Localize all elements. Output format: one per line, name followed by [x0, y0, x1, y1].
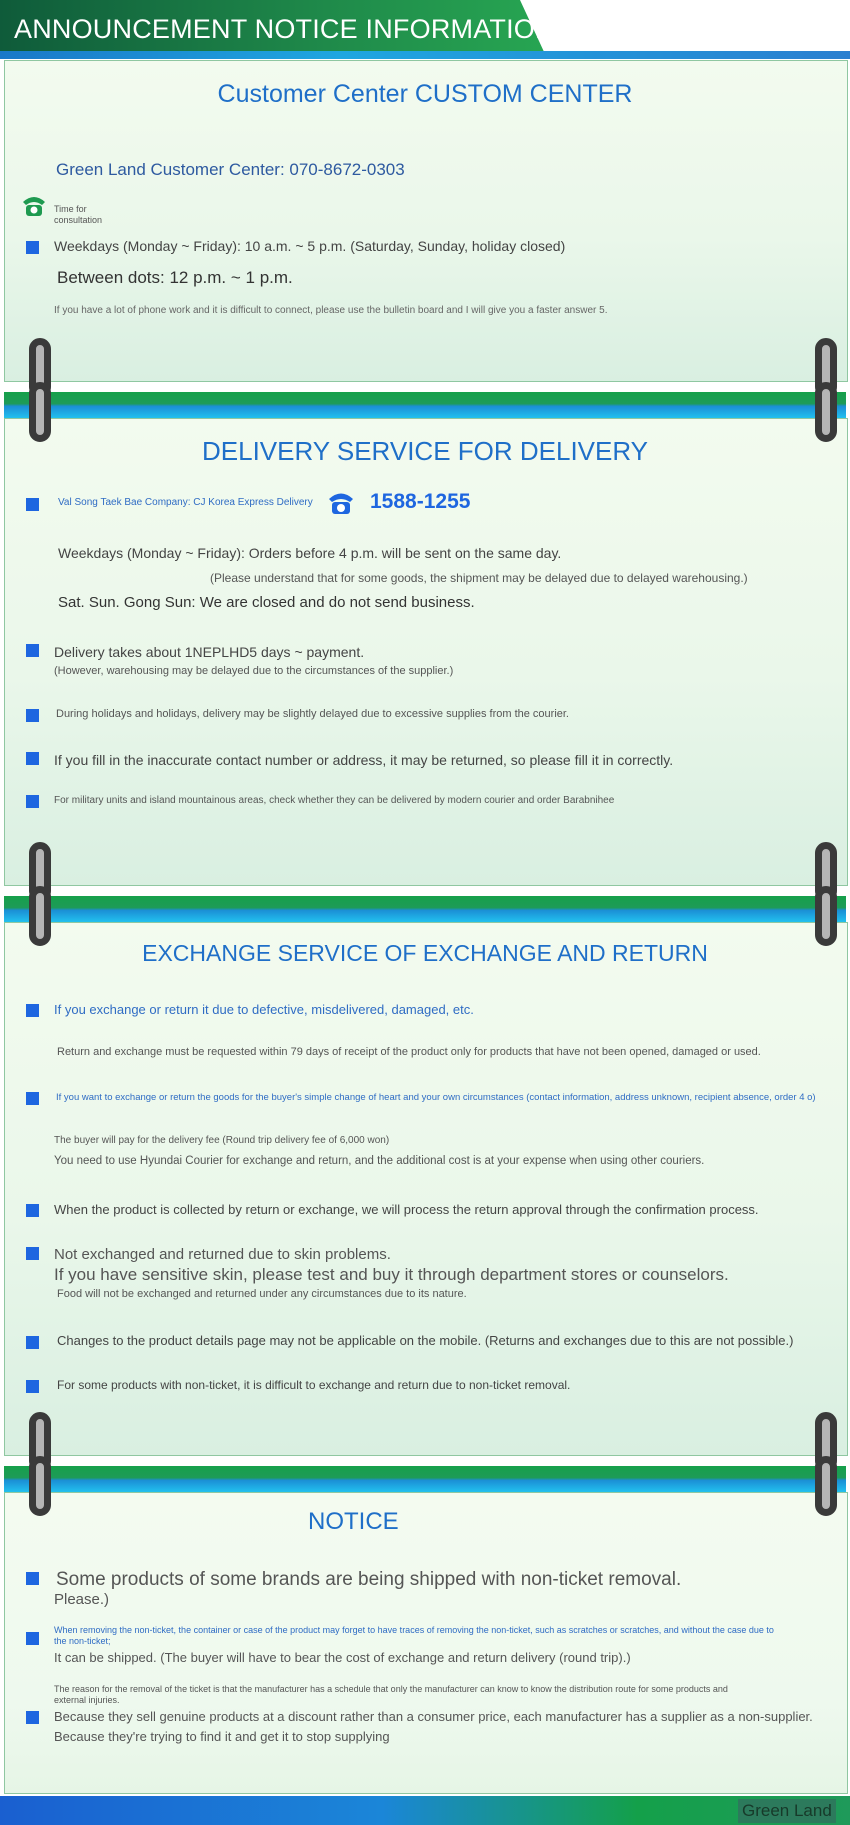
notice-item-sub: Please.): [54, 1591, 110, 1608]
notice-item: When removing the non-ticket, the container or case of the product may forget to have traces of removing the non-ticket, such as scratches or scratches, and without the case due to: [54, 1625, 774, 1635]
customer-weekdays: Weekdays (Monday ~ Friday): 10 a.m. ~ 5 p.m. (Saturday, Sunday, holiday closed): [54, 238, 566, 254]
exchange-item-note: Food will not be exchanged and returned under any circumstances due to its nature.: [57, 1288, 467, 1300]
binder-ring-icon: [815, 382, 837, 442]
customer-break-time: Between dots: 12 p.m. ~ 1 p.m.: [57, 268, 293, 287]
bullet-icon: [26, 1204, 39, 1217]
exchange-item-highlight: If you have sensitive skin, please test and buy it through department stores or counselors.: [54, 1265, 729, 1284]
bullet-icon: [26, 1711, 39, 1724]
footer-band: [0, 1796, 850, 1825]
exchange-item: Not exchanged and returned due to skin problems.: [54, 1246, 391, 1263]
bullet-icon: [26, 1380, 39, 1393]
bullet-icon: [26, 1632, 39, 1645]
bullet-icon: [26, 241, 39, 254]
section-band: [4, 896, 846, 922]
bullet-icon: [26, 1247, 39, 1260]
phone-icon: [326, 490, 356, 516]
exchange-item-note: The buyer will pay for the delivery fee (Round trip delivery fee of 6,000 won): [54, 1135, 390, 1146]
delivery-company: Val Song Taek Bae Company: CJ Korea Express Delivery: [58, 497, 313, 508]
exchange-item: Changes to the product details page may not be applicable on the mobile. (Returns and exchanges due to this are not possible.): [57, 1333, 794, 1348]
bullet-icon: [26, 1092, 39, 1105]
binder-ring-icon: [29, 1456, 51, 1516]
notice-item-cont: external injuries.: [54, 1695, 120, 1705]
bullet-icon: [26, 709, 39, 722]
delivery-item: For military units and island mountainous areas, check whether they can be delivered by modern courier and order Barabnihee: [54, 795, 615, 806]
delivery-item: Delivery takes about 1NEPLHD5 days ~ payment.: [54, 644, 365, 660]
customer-phone-line: Green Land Customer Center: 070-8672-0303: [56, 160, 405, 179]
exchange-item: If you exchange or return it due to defective, misdelivered, damaged, etc.: [54, 1002, 474, 1017]
notice-item-cont: It can be shipped. (The buyer will have to bear the cost of exchange and return delivery (round trip).): [54, 1650, 631, 1665]
binder-ring-icon: [29, 382, 51, 442]
footer-brand: Green Land: [742, 1801, 832, 1820]
exchange-item: If you want to exchange or return the goods for the buyer's simple change of heart and your own circumstances (contact information, address unknown, recipient absence, order 4 o): [56, 1092, 816, 1103]
delivery-item: If you fill in the inaccurate contact number or address, it may be returned, so please fill it in correctly.: [54, 752, 674, 768]
bullet-icon: [26, 1004, 39, 1017]
section-band: [4, 1466, 846, 1492]
bullet-icon: [26, 752, 39, 765]
delivery-weekdays: Weekdays (Monday ~ Friday): Orders before 4 p.m. will be sent on the same day.: [58, 545, 562, 561]
notice-item: The reason for the removal of the ticket is that the manufacturer has a schedule that only the manufacturer can know to know the distribution route for some products and: [54, 1684, 728, 1694]
customer-note: If you have a lot of phone work and it is difficult to connect, please use the bulletin board and I will give you a faster answer 5.: [54, 305, 608, 316]
notice-title: NOTICE: [308, 1508, 399, 1535]
delivery-weekend: Sat. Sun. Gong Sun: We are closed and do not send business.: [58, 594, 475, 611]
notice-item-cont: Because they sell genuine products at a discount rather than a consumer price, each manufacturer has a supplier as a non-supplier.: [54, 1709, 813, 1724]
bullet-icon: [26, 498, 39, 511]
delivery-item-note: (However, warehousing may be delayed due to the circumstances of the supplier.): [54, 665, 454, 677]
exchange-item: For some products with non-ticket, it is difficult to exchange and return due to non-ticket removal.: [57, 1378, 571, 1392]
notice-panel: [4, 1492, 848, 1794]
bullet-icon: [26, 644, 39, 657]
exchange-item-note: You need to use Hyundai Courier for exchange and return, and the additional cost is at your expense when using other couriers.: [54, 1155, 705, 1167]
exchange-item: When the product is collected by return or exchange, we will process the return approval through the confirmation process.: [54, 1202, 759, 1217]
customer-center-title: Customer Center CUSTOM CENTER: [217, 80, 633, 108]
notice-item-cont: the non-ticket;: [54, 1636, 111, 1646]
bullet-icon: [26, 1336, 39, 1349]
notice-item: Some products of some brands are being shipped with non-ticket removal.: [56, 1569, 682, 1590]
header-divider: [0, 51, 850, 59]
delivery-understand: (Please understand that for some goods, the shipment may be delayed due to delayed warehousing.): [210, 571, 748, 585]
notice-item-cont: Because they're trying to find it and get it to stop supplying: [54, 1729, 390, 1744]
exchange-item-note: Return and exchange must be requested within 79 days of receipt of the product only for products that have not been opened, damaged or used.: [57, 1046, 761, 1058]
time-label: Time for: [54, 204, 87, 214]
time-label-2: consultation: [54, 215, 103, 225]
page-title: ANNOUNCEMENT NOTICE INFORMATION: [14, 14, 555, 44]
delivery-item: During holidays and holidays, delivery may be slightly delayed due to excessive supplies from the courier.: [56, 708, 569, 720]
phone-icon: [20, 194, 48, 218]
bullet-icon: [26, 795, 39, 808]
bullet-icon: [26, 1572, 39, 1585]
binder-ring-icon: [815, 886, 837, 946]
exchange-title: EXCHANGE SERVICE OF EXCHANGE AND RETURN: [142, 940, 708, 966]
delivery-number: 1588-1255: [370, 490, 471, 513]
binder-ring-icon: [29, 886, 51, 946]
delivery-title: DELIVERY SERVICE FOR DELIVERY: [201, 436, 649, 466]
binder-ring-icon: [815, 1456, 837, 1516]
section-band: [4, 392, 846, 418]
